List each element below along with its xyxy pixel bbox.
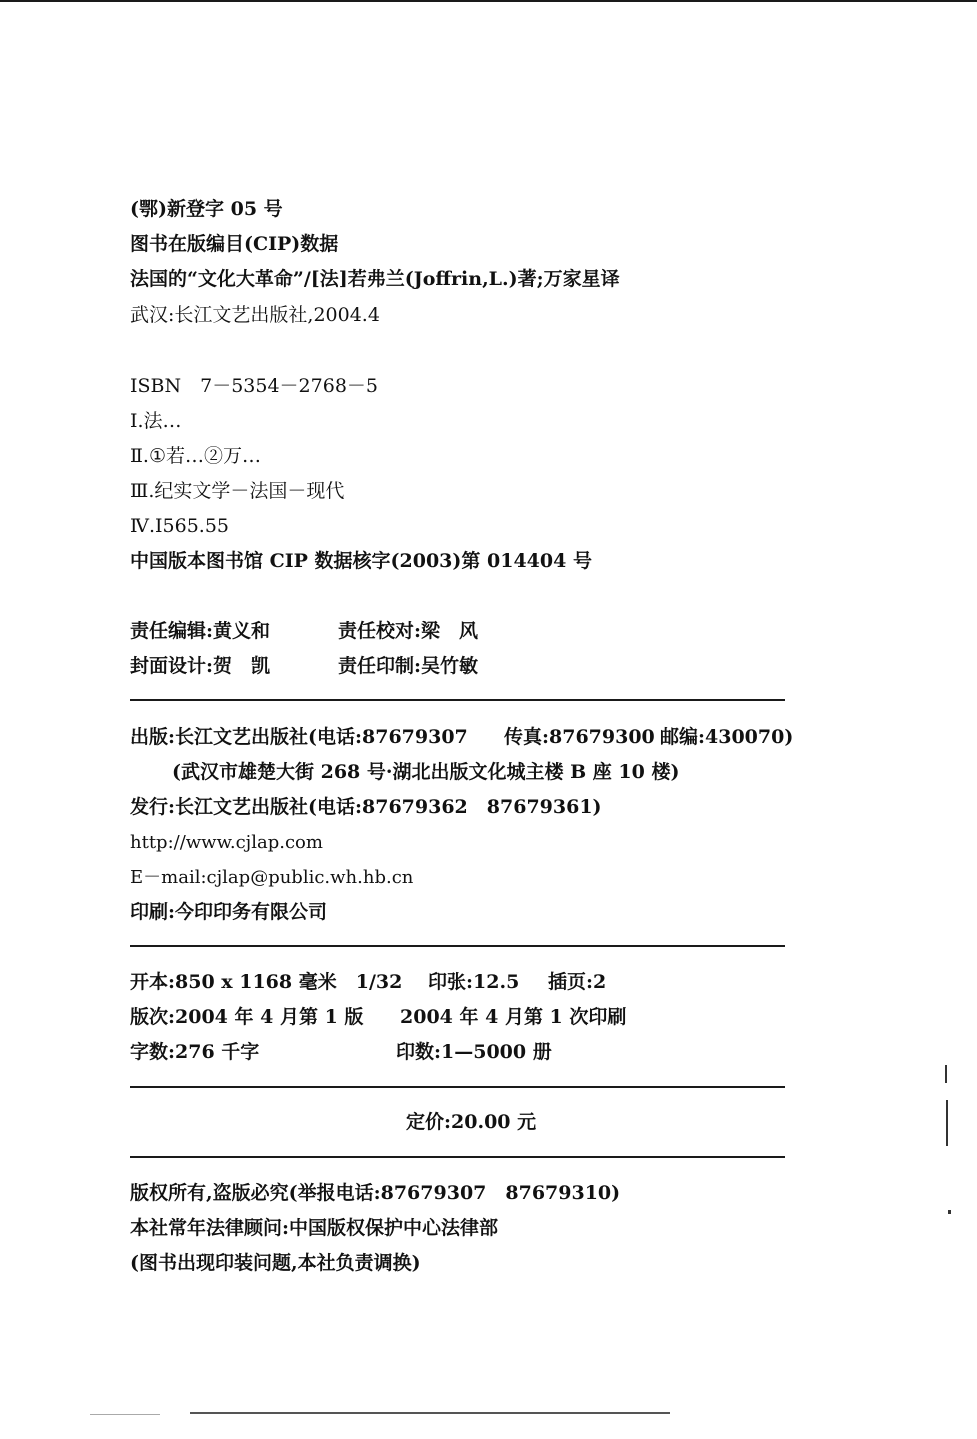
scan-mark — [945, 1065, 947, 1083]
copyright-notice: 版权所有,盗版必究(举报电话:87679307 87679310) — [130, 1182, 621, 1204]
cip-subject-1: Ⅰ.法… — [130, 410, 182, 432]
top-border — [0, 0, 977, 2]
divider-1 — [130, 699, 785, 701]
spec-impression: 2004 年 4 月第 1 次印刷 — [400, 1006, 627, 1028]
spec-plates: 插页:2 — [548, 971, 607, 993]
divider-2 — [130, 945, 785, 947]
divider-4 — [130, 1156, 785, 1158]
scan-edge-line — [90, 1414, 160, 1415]
cip-subject-4: Ⅳ.I565.55 — [130, 515, 230, 537]
spec-edition: 版次:2004 年 4 月第 1 版 — [130, 1006, 364, 1028]
staff-proofreader: 责任校对:梁 风 — [338, 620, 479, 642]
return-notice: (图书出现印装问题,本社负责调换) — [130, 1252, 421, 1274]
staff-printing-supervisor: 责任印制:吴竹敏 — [338, 655, 479, 677]
printer-info: 印刷:今印印务有限公司 — [130, 901, 328, 923]
scan-edge-line — [190, 1412, 670, 1414]
cip-subject-3: Ⅲ.纪实文学－法国－现代 — [130, 480, 345, 502]
cip-isbn: ISBN 7－5354－2768－5 — [130, 375, 378, 397]
publisher-address: (武汉市雄楚大街 268 号·湖北出版文化城主楼 B 座 10 楼) — [172, 761, 680, 783]
legal-advisor: 本社常年法律顾问:中国版权保护中心法律部 — [130, 1217, 499, 1239]
scan-mark — [946, 1100, 948, 1146]
cip-subject-2: Ⅱ.①若…②万… — [130, 445, 261, 467]
website-link[interactable]: http://www.cjlap.com — [130, 832, 323, 853]
spec-print-run: 印数:1—5000 册 — [396, 1041, 552, 1063]
publisher-info: 出版:长江文艺出版社(电话:87679307 — [130, 726, 468, 748]
publisher-postcode: 邮编:430070) — [660, 726, 794, 748]
cip-record-number: 中国版本图书馆 CIP 数据核字(2003)第 014404 号 — [130, 550, 592, 572]
distributor-info: 发行:长江文艺出版社(电话:87679362 87679361) — [130, 796, 602, 818]
staff-cover-design: 封面设计:贺 凯 — [130, 655, 271, 677]
spec-word-count: 字数:276 千字 — [130, 1041, 260, 1063]
registration-number: (鄂)新登字 05 号 — [130, 198, 283, 220]
scan-mark — [948, 1210, 951, 1214]
email-link[interactable]: E－mail:cjlap@public.wh.hb.cn — [130, 867, 414, 888]
spec-format: 开本:850 x 1168 毫米 1/32 — [130, 971, 403, 993]
cip-publisher-line: 武汉:长江文艺出版社,2004.4 — [130, 304, 380, 326]
publisher-fax: 传真:87679300 — [504, 726, 655, 748]
cip-heading: 图书在版编目(CIP)数据 — [130, 233, 339, 255]
price: 定价:20.00 元 — [406, 1111, 537, 1133]
spec-sheets: 印张:12.5 — [428, 971, 520, 993]
cip-title-line: 法国的“文化大革命”/[法]若弗兰(Joffrin,L.)著;万家星译 — [130, 268, 620, 290]
staff-editor: 责任编辑:黄义和 — [130, 620, 271, 642]
divider-3 — [130, 1086, 785, 1088]
